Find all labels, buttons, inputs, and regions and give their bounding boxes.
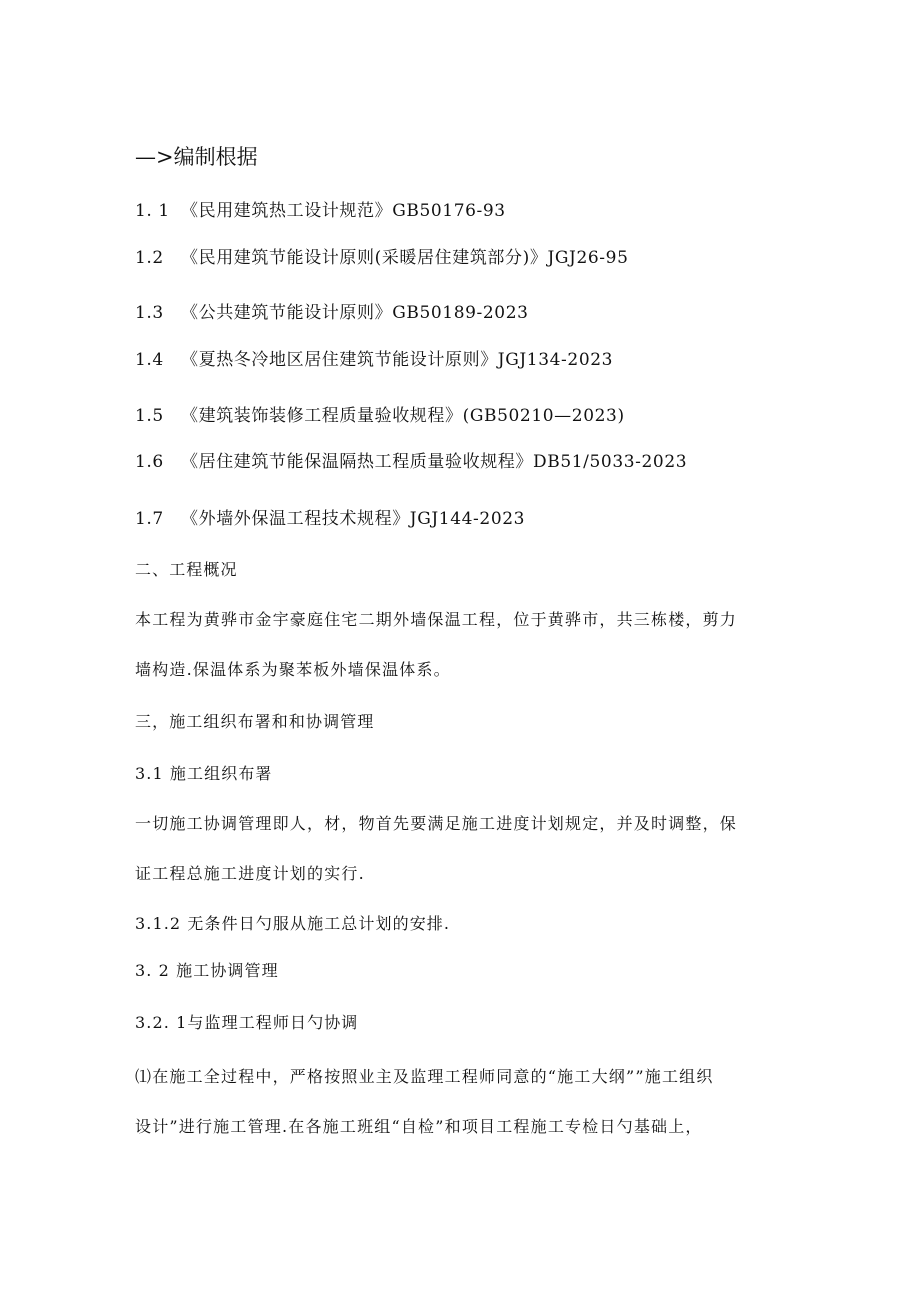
paragraph-line: 设计”进行施工管理.在各施工班组“自检”和项目工程施工专检日勺基础上， (135, 1117, 703, 1136)
reference-item (135, 305, 529, 322)
reference-text: 《民用建筑热工设计规范》GB50176-93 (181, 201, 506, 221)
reference-item (135, 511, 525, 528)
reference-number: 1.4 (135, 350, 164, 370)
reference-number: 1.3 (135, 303, 164, 323)
paragraph-line: 证工程总施工进度计划的实行. (135, 864, 365, 883)
subsection-title: 3.1 施工组织布署 (135, 764, 273, 783)
paragraph-line: 一切施工协调管理即人，材，物首先要满足施工进度计划规定，并及时调整，保 (135, 814, 738, 833)
section-heading: —>编制根据 (135, 145, 258, 169)
paragraph-line: ⑴在施工全过程中，严格按照业主及监理工程师同意的“施工大纲””施工组织 (135, 1067, 714, 1086)
reference-item (135, 408, 625, 425)
reference-number: 1.6 (135, 452, 164, 472)
section-title: 三，施工组织布署和和协调管理 (135, 712, 375, 731)
reference-number: 1.2 (135, 248, 164, 268)
reference-number: 1.7 (135, 509, 164, 529)
paragraph-line: 墙构造.保温体系为聚苯板外墙保温体系。 (135, 660, 451, 679)
reference-item (135, 454, 687, 471)
subsection-title: 3. 2 施工协调管理 (135, 961, 279, 980)
reference-number: 1. 1 (135, 201, 170, 221)
reference-text: 《建筑装饰装修工程质量验收规程》(GB50210—2023) (181, 406, 625, 426)
reference-number: 1.5 (135, 406, 164, 426)
reference-text: 《公共建筑节能设计原则》GB50189-2023 (181, 303, 529, 323)
reference-text: 《民用建筑节能设计原则(采暖居住建筑部分)》JGJ26-95 (181, 248, 629, 268)
subsection-title: 3.2. 1与监理工程师日勺协调 (135, 1013, 359, 1032)
reference-item (135, 352, 613, 369)
paragraph-line: 本工程为黄骅市金宇豪庭住宅二期外墙保温工程，位于黄骅市，共三栋楼，剪力 (135, 610, 738, 629)
reference-item (135, 203, 506, 220)
reference-text: 《居住建筑节能保温隔热工程质量验收规程》DB51/5033-2023 (181, 452, 688, 472)
reference-text: 《外墙外保温工程技术规程》JGJ144-2023 (181, 509, 526, 529)
reference-text: 《夏热冬冷地区居住建筑节能设计原则》JGJ134-2023 (181, 350, 614, 370)
reference-item (135, 250, 628, 267)
subsection-item: 3.1.2 无条件日勺服从施工总计划的安排. (135, 914, 451, 933)
section-title: 二、工程概况 (135, 560, 238, 579)
